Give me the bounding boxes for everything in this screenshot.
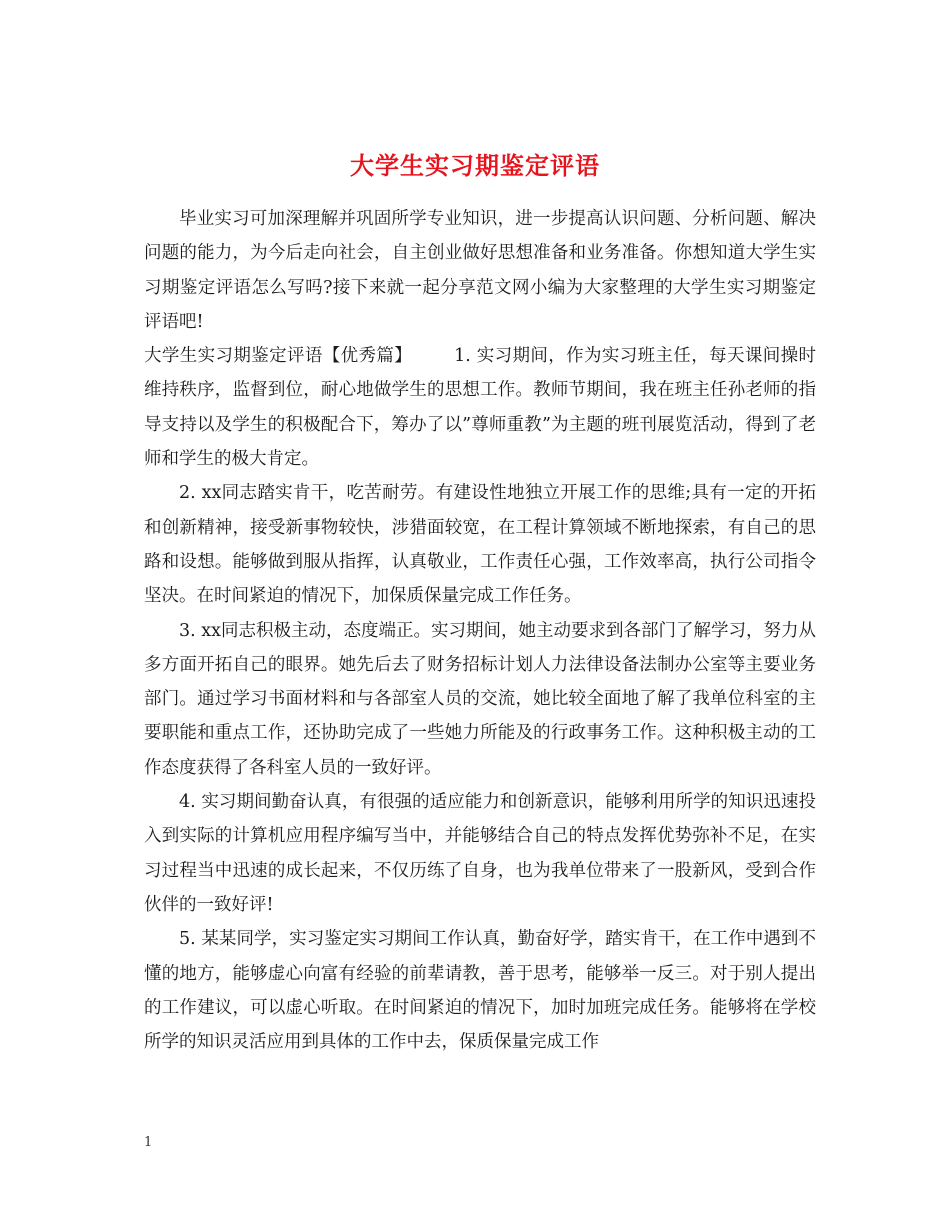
document-title: 大学生实习期鉴定评语 (350, 151, 600, 181)
item-3: 3. xx同志积极主动，态度端正。实习期间，她主动要求到各部门了解学习，努力从多方面开拓自己的眼界。她先后去了财务招标计划人力法律设备法制办公室等主要业务部门。通过学习书面材料和与各部室人员的交流，她比较全面地了解了我单位科室的主要职能和重点工作，还协助完成了一些她力所能及的行政事务工作。这种积极主动的工作态度获得了各科室人员的一致好评。 (144, 620, 816, 778)
document-body (144, 202, 816, 1059)
item-4: 4. 实习期间勤奋认真，有很强的适应能力和创新意识，能够利用所学的知识迅速投入到实际的计算机应用程序编写当中，并能够结合自己的特点发挥优势弥补不足，在实习过程当中迅速的成长起来，不仅历练了自身，也为我单位带来了一股新风，受到合作伙伴的一致好评! (144, 792, 816, 915)
item-5: 5. 某某同学，实习鉴定实习期间工作认真，勤奋好学，踏实肯干，在工作中遇到不懂的地方，能够虚心向富有经验的前辈请教，善于思考，能够举一反三。对于别人提出的工作建议，可以虚心听取。在时间紧迫的情况下，加时加班完成任务。能够将在学校所学的知识灵活应用到具体的工作中去，保质保量完成工作 (144, 929, 816, 1053)
item-2: 2. xx同志踏实肯干，吃苦耐劳。有建设性地独立开展工作的思维;具有一定的开拓和创新精神，接受新事物较快，涉猎面较宽，在工程计算领域不断地探索，有自己的思路和设想。能够做到服从指挥，认真敬业，工作责任心强，工作效率高，执行公司指令坚决。在时间紧迫的情况下，加保质保量完成工作任务。 (144, 483, 816, 607)
page-number: 1 (144, 1135, 153, 1150)
item-1: 1. 实习期间，作为实习班主任，每天课间操时维持秩序，监督到位，耐心地做学生的思想工作。教师节期间，我在班主任孙老师的指导支持以及学生的积极配合下，筹办了以”尊师重教”为主题的班刊展览活动，得到了老师和学生的极大肯定。 (144, 346, 816, 470)
section-paragraph (144, 339, 816, 476)
section-heading: 大学生实习期鉴定评语【优秀篇】 (144, 346, 413, 367)
intro-paragraph: 毕业实习可加深理解并巩固所学专业知识，进一步提高认识问题、分析问题、解决问题的能力，为今后走向社会，自主创业做好思想准备和业务准备。你想知道大学生实习期鉴定评语怎么写吗?接下来就一起分享范文网小编为大家整理的大学生实习期鉴定评语吧! (144, 209, 816, 332)
